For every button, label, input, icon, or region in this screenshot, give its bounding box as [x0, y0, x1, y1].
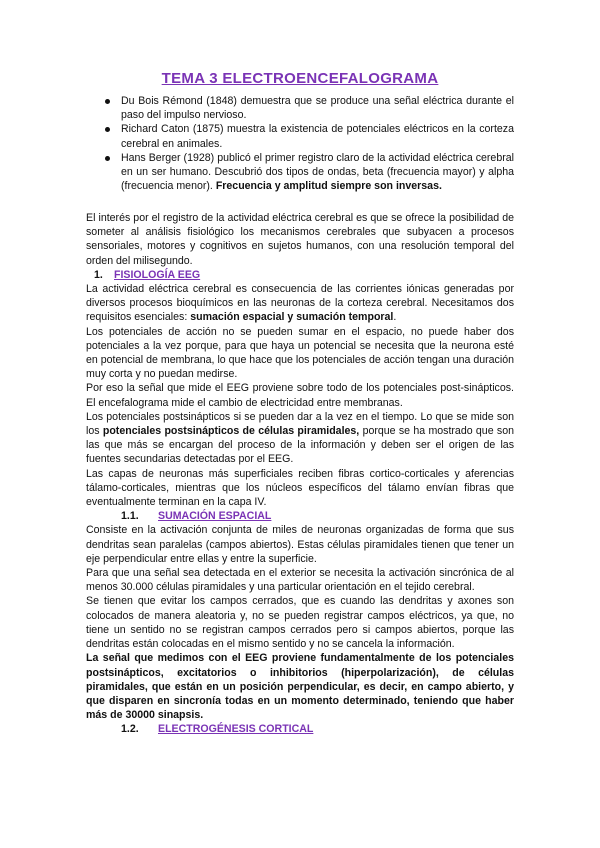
section-title: FISIOLOGÍA EEG — [114, 268, 201, 281]
section-number: 1.1. — [121, 510, 139, 523]
paragraph — [86, 282, 514, 325]
paragraph: Para que una señal sea detectada en el exterior se necesita la activación sincrónica de al menos 30.000 células piramidales y una particular orientación en el tejido cerebral. — [86, 567, 514, 594]
bullet-text: Richard Caton (1875) muestra la existencia de potenciales eléctricos en la corteza cerebral en animales. — [121, 123, 514, 150]
paragraph — [86, 410, 514, 467]
paragraph-bold-text: potenciales postsinápticos de células piramidales, — [102, 425, 360, 438]
paragraph: Se tienen que evitar los campos cerrados, que es cuando las dendritas y axones son colocados de manera aleatoria y, no se pueden registrar campos eléctricos, ya que, no tiene un sentido no se registran campos cerrados pero si campos abiertos, porque las dendritas están colocadas en el mismo sentido y no se cancela la información. — [86, 595, 514, 651]
paragraph-bold-text: sumación espacial y sumación temporal — [190, 311, 394, 324]
intro-paragraph: El interés por el registro de la actividad eléctrica cerebral es que se ofrece la posibilidad de someter al análisis fisiológico los mecanismos cerebrales que subyacen a procesos sensoriales, motores y cognitivos en sujetos humanos, con una resolución temporal del orden del milisegundo. — [86, 212, 514, 267]
paragraph-text: Los potenciales postsinápticos si se pueden dar a la vez en el tiempo. Lo que se mide son los — [86, 410, 514, 438]
bullet-bold-text: Frecuencia y amplitud siempre son inversas. — [215, 180, 442, 193]
bullet-item — [86, 122, 514, 150]
section-heading-sumacion-espacial — [86, 509, 514, 523]
bullet-dot-icon — [105, 127, 110, 132]
paragraph-text: porque se ha mostrado que son las que más se encargan del proceso de la información y deben ser el origen de las fuentes secundarias detectadas por el EEG. — [86, 425, 514, 466]
paragraph: Consiste en la activación conjunta de miles de neuronas organizadas de forma que sus dendritas sean paralelas (campos abiertos). Estas células piramidales tienen que tener un eje perpendicular entre ellas y entre la superficie. — [86, 524, 514, 565]
section-title: SUMACIÓN ESPACIAL — [158, 510, 272, 523]
paragraph-text: La actividad eléctrica cerebral es consecuencia de las corrientes iónicas generadas por diversos procesos bioquímicos en las neuronas de la corteza cerebral. Necesitamos dos requisitos esenciales: — [86, 283, 514, 324]
bullet-dot-icon — [105, 99, 110, 104]
key-conclusion-paragraph: La señal que medimos con el EEG proviene fundamentalmente de los potenciales postsinápticos, excitatorios o inhibitorios (hiperpolarización), de células piramidales, que están en un posición perpendicular, es decir, en campo abierto, y que disparen en sincronía todas en un momento determinado, teniendo que haber más de 30000 sinapsis. — [86, 652, 514, 722]
bullet-dot-icon — [105, 156, 110, 161]
bullet-item — [86, 151, 514, 194]
section-heading-electrogenesis — [86, 722, 514, 736]
bullet-item — [86, 94, 514, 122]
section-title: ELECTROGÉNESIS CORTICAL — [158, 723, 314, 736]
bullet-text: Du Bois Rémond (1848) demuestra que se produce una señal eléctrica durante el paso del impulso nervioso. — [121, 95, 514, 122]
document-title: TEMA 3 ELECTROENCEFALOGRAMA — [161, 70, 439, 87]
section-heading-fisiologia — [86, 268, 514, 282]
history-bullet-list — [86, 94, 514, 193]
paragraph: Las capas de neuronas más superficiales reciben fibras cortico-corticales y aferencias tálamo-corticales, mientras que los núcleos específicos del tálamo envían fibras que eventualmente terminan en la capa IV. — [86, 467, 514, 509]
document-body — [86, 211, 514, 737]
section-number: 1.2. — [121, 723, 139, 736]
paragraph: Por eso la señal que mide el EEG proviene sobre todo de los potenciales post-sinápticos. El encefalograma mide el cambio de electricidad entre membranas. — [86, 382, 514, 409]
paragraph: Los potenciales de acción no se pueden sumar en el espacio, no puede haber dos potenciales a la vez porque, para que haya un potencial se necesita que la neurona esté en potencial de membrana, lo que hace que los potenciales de acción tengan una duración muy corta y no puedan medirse. — [86, 325, 514, 381]
bullet-text: Hans Berger (1928) publicó el primer registro claro de la actividad eléctrica cerebral en un ser humano. Descubrió dos tipos de ondas, beta (frecuencia mayor) y alpha (frecuencia menor). — [121, 151, 514, 193]
section-number: 1. — [94, 268, 103, 281]
paragraph-text: . — [393, 311, 397, 324]
